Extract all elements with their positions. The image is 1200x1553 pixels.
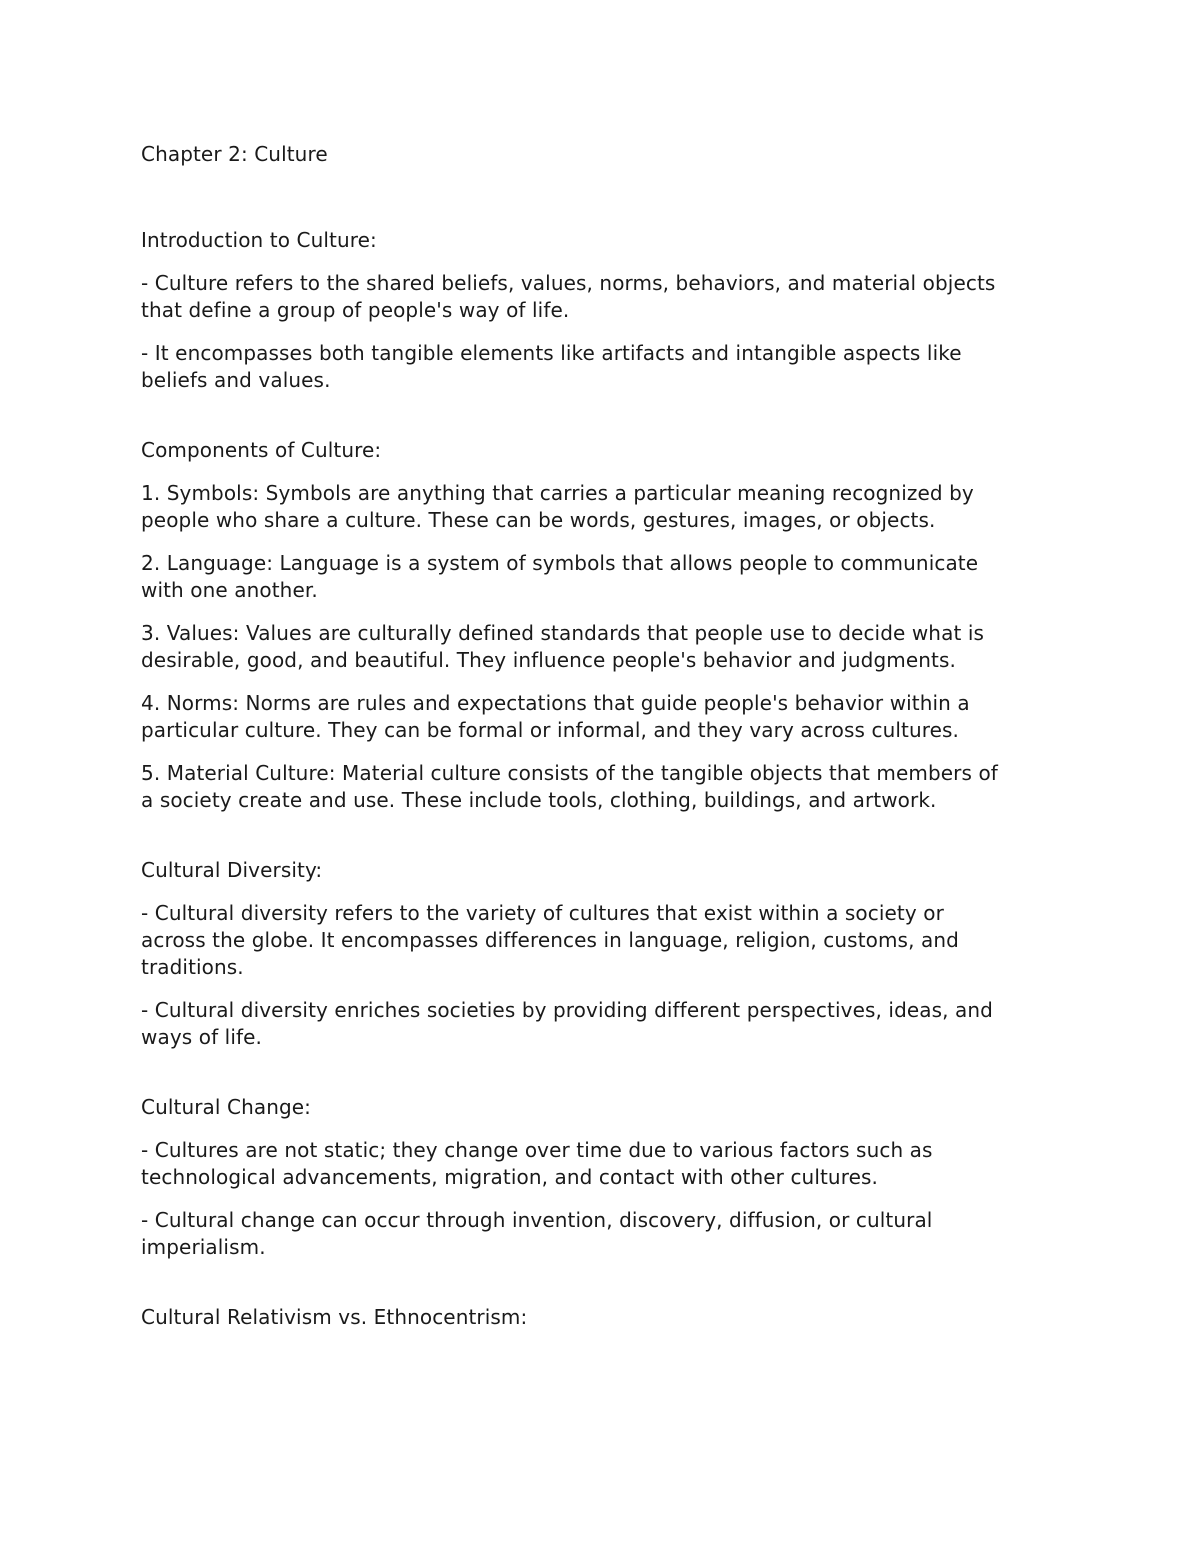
paragraph <box>141 480 1066 534</box>
document-section <box>141 1304 1066 1331</box>
paragraph-line: a society create and use. These include tools, clothing, buildings, and artwork. <box>141 788 937 812</box>
paragraph-line: - It encompasses both tangible elements like artifacts and intangible aspects like <box>141 341 962 365</box>
paragraph <box>141 997 1066 1051</box>
paragraph-line: - Culture refers to the shared beliefs, values, norms, behaviors, and material objects <box>141 271 996 295</box>
paragraph-line: across the globe. It encompasses differences in language, religion, customs, and <box>141 928 959 952</box>
document-section <box>141 227 1066 394</box>
document-body <box>141 141 1066 1331</box>
paragraph <box>141 270 1066 324</box>
paragraph <box>141 1137 1066 1191</box>
paragraph-line: - Cultural diversity refers to the variety of cultures that exist within a society or <box>141 901 944 925</box>
paragraph-line: 4. Norms: Norms are rules and expectations that guide people's behavior within a <box>141 691 970 715</box>
paragraph <box>141 690 1066 744</box>
paragraph-line: - Cultures are not static; they change over time due to various factors such as <box>141 1138 933 1162</box>
paragraph-line: people who share a culture. These can be words, gestures, images, or objects. <box>141 508 936 532</box>
section-heading: Cultural Change: <box>141 1095 312 1119</box>
paragraph <box>141 340 1066 394</box>
paragraph-line: technological advancements, migration, and contact with other cultures. <box>141 1165 878 1189</box>
paragraph-line: imperialism. <box>141 1235 266 1259</box>
document-section <box>141 1094 1066 1261</box>
paragraph <box>141 620 1066 674</box>
paragraph-line: desirable, good, and beautiful. They influence people's behavior and judgments. <box>141 648 956 672</box>
paragraph-line: with one another. <box>141 578 318 602</box>
paragraph-line: - Cultural diversity enriches societies by providing different perspectives, ideas, and <box>141 998 993 1022</box>
sections-container <box>141 227 1066 1331</box>
paragraph-line: 3. Values: Values are culturally defined standards that people use to decide what is <box>141 621 985 645</box>
paragraph-line: beliefs and values. <box>141 368 331 392</box>
paragraph <box>141 900 1066 981</box>
document-title: Chapter 2: Culture <box>141 142 328 166</box>
paragraph-line: particular culture. They can be formal or informal, and they vary across cultures. <box>141 718 960 742</box>
section-heading: Components of Culture: <box>141 438 382 462</box>
paragraph-line: 1. Symbols: Symbols are anything that carries a particular meaning recognized by <box>141 481 974 505</box>
paragraph-line: that define a group of people's way of life. <box>141 298 570 322</box>
paragraph-line: 2. Language: Language is a system of symbols that allows people to communicate <box>141 551 979 575</box>
document-section <box>141 437 1066 814</box>
document-section <box>141 857 1066 1051</box>
paragraph <box>141 1207 1066 1261</box>
paragraph-line: - Cultural change can occur through invention, discovery, diffusion, or cultural <box>141 1208 933 1232</box>
section-heading: Cultural Diversity: <box>141 858 323 882</box>
paragraph-line: ways of life. <box>141 1025 262 1049</box>
paragraph-line: 5. Material Culture: Material culture consists of the tangible objects that members of <box>141 761 998 785</box>
paragraph-line: traditions. <box>141 955 244 979</box>
paragraph <box>141 760 1066 814</box>
paragraph <box>141 550 1066 604</box>
section-heading: Cultural Relativism vs. Ethnocentrism: <box>141 1305 528 1329</box>
section-heading: Introduction to Culture: <box>141 228 377 252</box>
